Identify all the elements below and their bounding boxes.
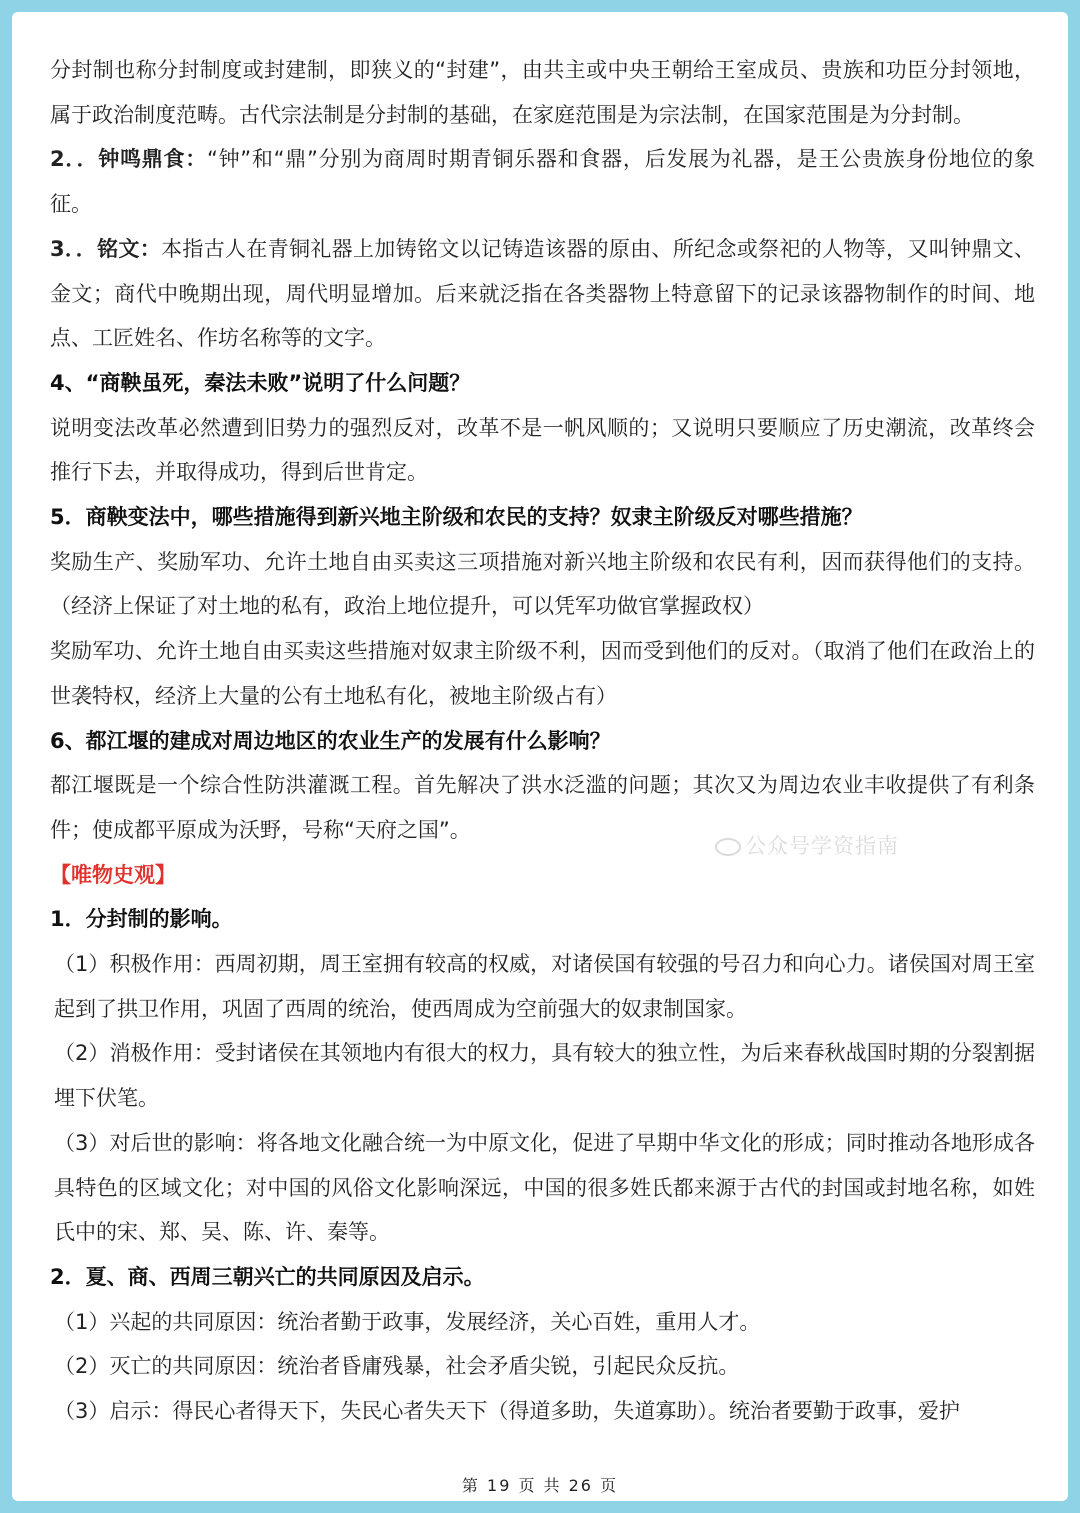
paragraph — [50, 227, 1035, 361]
question-heading: 6、都江堰的建成对周边地区的农业生产的发展有什么影响？ — [50, 728, 611, 753]
answer-paragraph: 奖励军功、允许土地自由买卖这些措施对奴隶主阶级不利，因而受到他们的反对。（取消了他们在政治上的世袭特权，经济上大量的公有土地私有化，被地主阶级占有） — [50, 639, 1035, 708]
document-body — [50, 48, 1035, 1434]
answer-point: （1）积极作用：西周初期，周王室拥有较高的权威，对诸侯国有较强的号召力和向心力。诸侯国对周王室起到了拱卫作用，巩固了西周的统治，使西周成为空前强大的奴隶制国家。 — [54, 952, 1035, 1021]
question-heading: 1．分封制的影响。 — [50, 907, 233, 932]
answer-point: （2）消极作用：受封诸侯在其领地内有很大的权力，具有较大的独立性，为后来春秋战国时期的分裂割据埋下伏笔。 — [54, 1041, 1035, 1111]
question-heading: 5．商鞅变法中，哪些措施得到新兴地主阶级和农民的支持？奴隶主阶级反对哪些措施？ — [50, 505, 863, 530]
question-heading: 4、“商鞅虽死，秦法未败”说明了什么问题？ — [50, 370, 471, 395]
answer-point: （3）启示：得民心者得天下，失民心者失天下（得道多助，失道寡助）。统治者要勤于政事，爱护 — [54, 1399, 960, 1424]
paragraph — [50, 137, 1035, 226]
answer-paragraph: 都江堰既是一个综合性防洪灌溉工程。首先解决了洪水泛滥的问题；其次又为周边农业丰收提供了有利条件；使成都平原成为沃野，号称“天府之国”。 — [50, 773, 1035, 842]
section-title: 【唯物史观】 — [50, 862, 176, 887]
answer-paragraph: 奖励生产、奖励军功、允许土地自由买卖这三项措施对新兴地主阶级和农民有利，因而获得他们的支持。（经济上保证了对土地的私有，政治上地位提升，可以凭军功做官掌握政权） — [50, 549, 1035, 619]
term-label: 3．．铭文： — [50, 236, 162, 261]
question-heading: 2．夏、商、西周三朝兴亡的共同原因及启示。 — [50, 1264, 485, 1289]
watermark-text: 公众号学资指南 — [745, 834, 899, 858]
answer-point: （2）灭亡的共同原因：统治者昏庸残暴，社会矛盾尖锐，引起民众反抗。 — [54, 1354, 740, 1379]
watermark — [715, 830, 899, 860]
term-definition: 本指古人在青铜礼器上加铸铭文以记铸造该器的原由、所纪念或祭祀的人物等，又叫钟鼎文、金文；商代中晚期出现，周代明显增加。后来就泛指在各类器物上特意留下的记录该器物制作的时间、地点、工匠姓名、作坊名称等的文字。 — [50, 236, 1035, 351]
document-page — [12, 12, 1068, 1501]
answer-point: （1）兴起的共同原因：统治者勤于政事，发展经济，关心百姓，重用人才。 — [54, 1309, 761, 1334]
answer-paragraph: 说明变法改革必然遭到旧势力的强烈反对，改革不是一帆风顺的；又说明只要顺应了历史潮流，改革终会推行下去，并取得成功，得到后世肯定。 — [50, 415, 1035, 485]
term-label: 2．．钟鸣鼎食： — [50, 147, 207, 172]
page-footer: 第 19 页 共 26 页 — [461, 1476, 619, 1495]
wechat-icon — [715, 838, 741, 856]
paragraph: 分封制也称分封制度或封建制，即狭义的“封建”，由共主或中央王朝给王室成员、贵族和功臣分封领地，属于政治制度范畴。古代宗法制是分封制的基础，在家庭范围是为宗法制，在国家范围是为分封制。 — [50, 58, 1035, 127]
term-definition: “钟”和“鼎”分别为商周时期青铜乐器和食器，后发展为礼器，是王公贵族身份地位的象征。 — [50, 147, 1035, 217]
answer-point: （3）对后世的影响：将各地文化融合统一为中原文化，促进了早期中华文化的形成；同时推动各地形成各具特色的区域文化；对中国的风俗文化影响深远，中国的很多姓氏都来源于古代的封国或封地名称，如姓氏中的宋、郑、吴、陈、许、秦等。 — [54, 1130, 1035, 1245]
